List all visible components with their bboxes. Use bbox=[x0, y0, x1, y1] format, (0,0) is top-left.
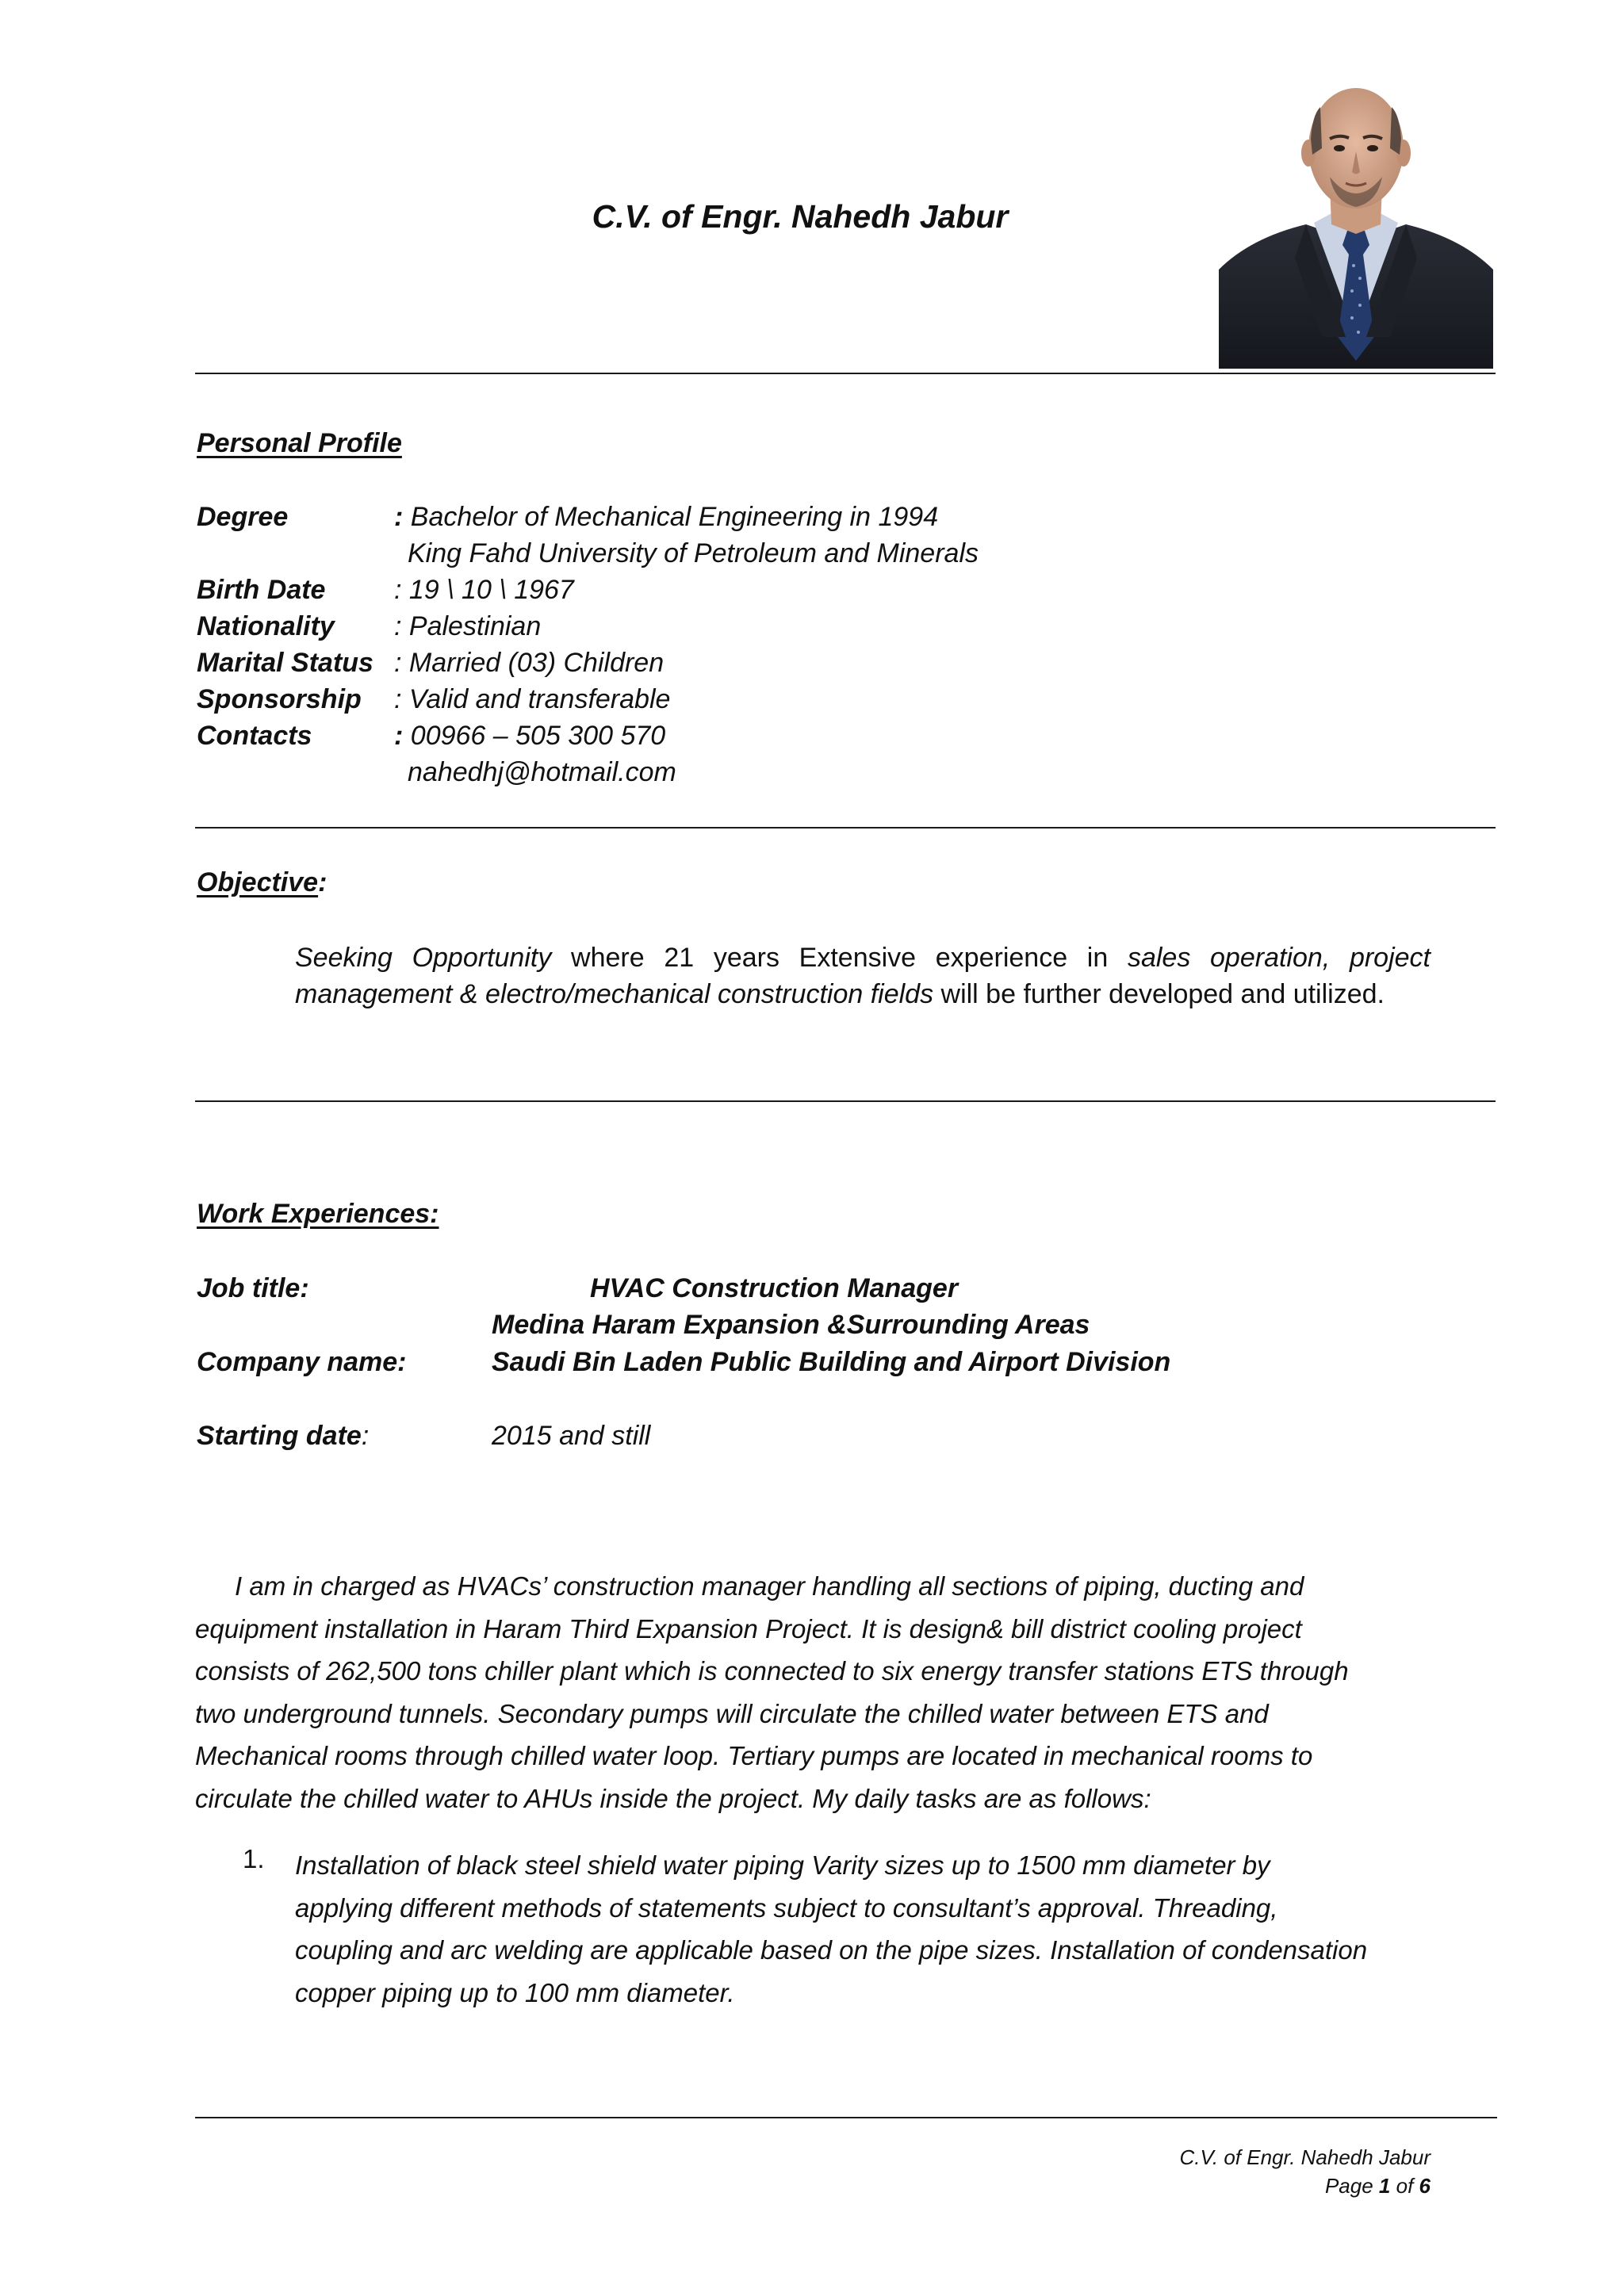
objective-text bbox=[295, 939, 1431, 1012]
nationality-value: : Palestinian bbox=[394, 611, 542, 641]
page-word: Page bbox=[1324, 2174, 1373, 2198]
footer-divider bbox=[195, 2117, 1497, 2118]
contacts-phone bbox=[394, 721, 665, 752]
project-value: Medina Haram Expansion &Surrounding Areas bbox=[492, 1310, 1090, 1340]
sponsorship-value: : Valid and transferable bbox=[394, 684, 671, 714]
objective-heading: Objective bbox=[197, 867, 319, 897]
list-item-number: 1. bbox=[243, 1844, 265, 1873]
degree-line2: King Fahd University of Petroleum and Minerals bbox=[408, 538, 979, 568]
marital-status-value: : Married (03) Children bbox=[394, 648, 665, 678]
objective-part2: where 21 years Extensive experience in bbox=[551, 943, 1128, 973]
company-name-value: Saudi Bin Laden Public Building and Airport Division bbox=[492, 1347, 1171, 1377]
profile-photo bbox=[1219, 75, 1493, 369]
paragraph-line: I am in charged as HVACs’ construction manager handling all sections of piping, ducting and bbox=[235, 1571, 1304, 1601]
colon: : bbox=[394, 721, 404, 751]
list-item-line: coupling and arc welding are applicable based on the pipe sizes. Installation of condensation bbox=[295, 1935, 1368, 1965]
page-of: of bbox=[1396, 2174, 1414, 2198]
page-title: C.V. of Engr. Nahedh Jabur bbox=[592, 198, 1009, 235]
starting-date-label-wrap bbox=[197, 1421, 369, 1452]
paragraph-line: equipment installation in Haram Third Expansion Project. It is design& bill district cooling project bbox=[195, 1613, 1302, 1644]
work-experiences-heading: Work Experiences: bbox=[197, 1199, 439, 1229]
birth-date-value: : 19 \ 10 \ 1967 bbox=[394, 575, 574, 605]
job-title-value: HVAC Construction Manager bbox=[590, 1273, 959, 1303]
degree-value bbox=[394, 502, 938, 533]
list-item-line: applying different methods of statements subject to consultant’s approval. Threading, bbox=[295, 1892, 1278, 1923]
starting-date-value: 2015 and still bbox=[492, 1421, 651, 1451]
objective-heading-wrap bbox=[197, 867, 327, 898]
page-number bbox=[1325, 2174, 1431, 2198]
starting-date-colon: : bbox=[361, 1421, 370, 1451]
paragraph-line: consists of 262,500 tons chiller plant which is connected to six energy transfer stations ETS through bbox=[195, 1656, 1349, 1686]
page-current: 1 bbox=[1378, 2174, 1391, 2198]
footer-title: C.V. of Engr. Nahedh Jabur bbox=[1179, 2145, 1431, 2169]
objective-part4: will be further developed and utilized. bbox=[933, 979, 1385, 1009]
paragraph-line: Mechanical rooms through chilled water loop. Tertiary pumps are located in mechanical rooms to bbox=[195, 1741, 1313, 1770]
degree-line1: Bachelor of Mechanical Engineering in 1994 bbox=[410, 502, 939, 532]
phone-number: 00966 – 505 300 570 bbox=[410, 721, 666, 751]
marital-status-label: Marital Status bbox=[197, 648, 373, 678]
header-divider bbox=[195, 373, 1496, 374]
objective-part1: Seeking Opportunity bbox=[295, 943, 552, 973]
paragraph-line: circulate the chilled water to AHUs inside the project. My daily tasks are as follows: bbox=[195, 1783, 1151, 1813]
list-item-line: copper piping up to 100 mm diameter. bbox=[295, 1977, 735, 2007]
colon: : bbox=[394, 502, 404, 532]
paragraph-line: two underground tunnels. Secondary pumps will circulate the chilled water between ETS and bbox=[195, 1698, 1269, 1728]
personal-profile-heading: Personal Profile bbox=[197, 428, 402, 458]
nationality-label: Nationality bbox=[197, 611, 335, 641]
objective-divider bbox=[195, 1100, 1496, 1102]
page-total: 6 bbox=[1419, 2174, 1431, 2198]
profile-divider bbox=[195, 827, 1496, 828]
list-item bbox=[295, 1844, 1484, 2014]
sponsorship-label: Sponsorship bbox=[197, 684, 362, 714]
contacts-email: nahedhj@hotmail.com bbox=[408, 757, 676, 787]
starting-date-label: Starting date bbox=[197, 1421, 362, 1451]
contacts-label: Contacts bbox=[197, 721, 312, 751]
list-item-line: Installation of black steel shield water piping Varity sizes up to 1500 mm diameter by bbox=[295, 1850, 1270, 1880]
work-description bbox=[195, 1565, 1488, 1820]
objective-part3: sales operation, project management & electro/mechanical construction fields bbox=[295, 943, 1431, 1009]
company-name-label: Company name: bbox=[197, 1347, 407, 1377]
degree-label: Degree bbox=[197, 502, 289, 532]
birth-date-label: Birth Date bbox=[197, 575, 326, 605]
objective-colon: : bbox=[318, 867, 327, 897]
job-title-label: Job title: bbox=[197, 1273, 309, 1303]
